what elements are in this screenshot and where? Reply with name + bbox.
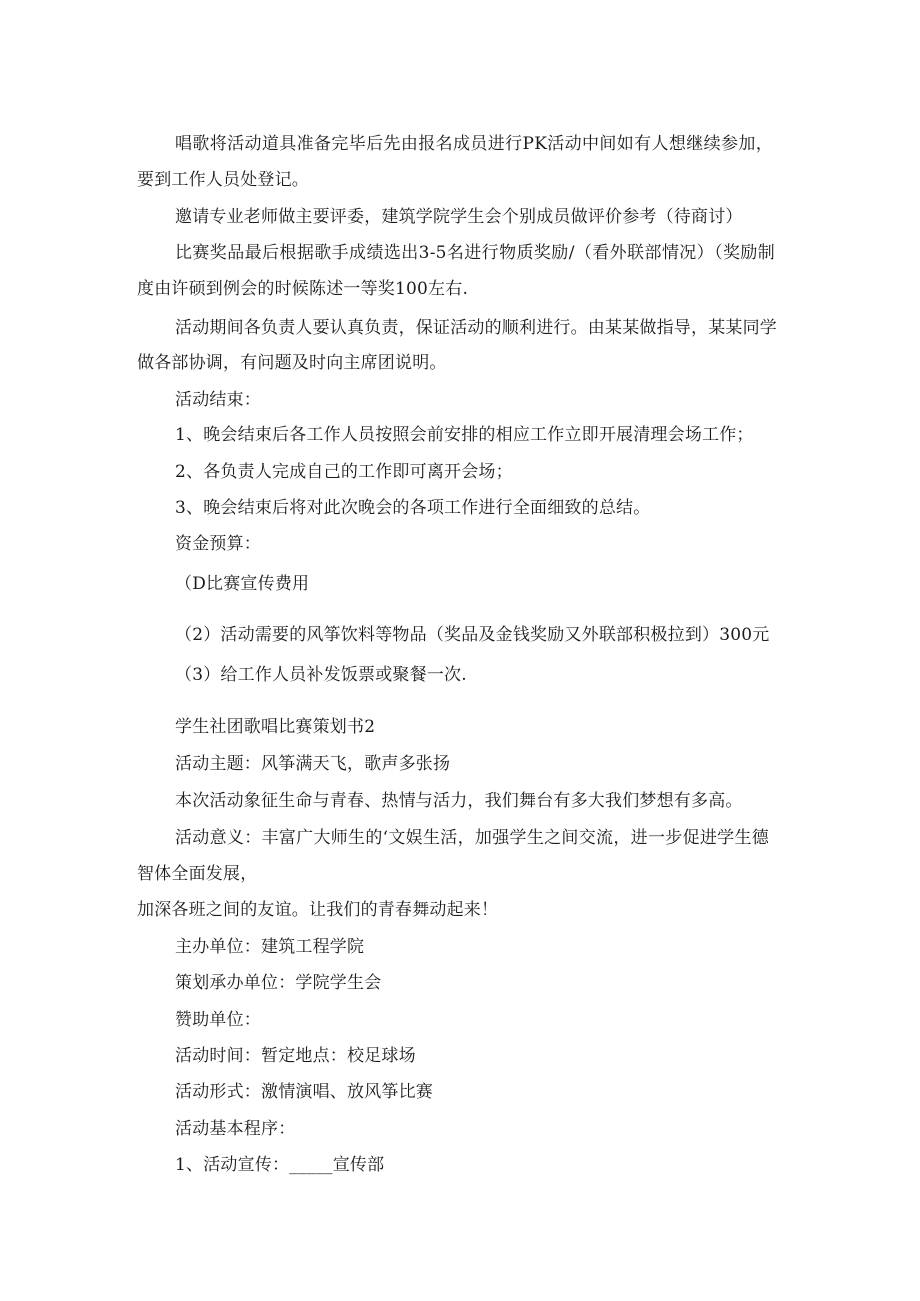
paragraph-line: （D比赛宣传费用 (175, 574, 310, 594)
paragraph-line: 活动意义：丰富广大师生的‘文娱生活，加强学生之间交流，进一步促进学生德 (175, 828, 769, 848)
paragraph-line: 要到工作人员处登记。 (137, 170, 309, 190)
paragraph-line: 1、晚会结束后各工作人员按照会前安排的相应工作立即开展清理会场工作； (175, 425, 754, 445)
paragraph-line: 邀请专业老师做主要评委，建筑学院学生会个别成员做评价参考（待商讨） (175, 207, 743, 227)
paragraph-line: 1、活动宣传：_____宣传部 (175, 1155, 385, 1175)
paragraph-line: 活动基本程序： (175, 1119, 296, 1139)
paragraph-line: 做各部协调，有问题及时向主席团说明。 (137, 353, 447, 373)
paragraph-line: 本次活动象征生命与青春、热情与活力，我们舞台有多大我们梦想有多高。 (175, 791, 743, 811)
paragraph-line: 活动形式：激情演唱、放风筝比赛 (175, 1082, 433, 1102)
paragraph-line: 唱歌将活动道具准备完毕后先由报名成员进行PK活动中间如有人想继续参加， (175, 134, 773, 154)
paragraph-line: 度由许硕到例会的时候陈述一等奖100左右. (137, 279, 469, 299)
paragraph-line: 活动结束： (175, 390, 261, 410)
paragraph-line: 活动时间：暂定地点：校足球场 (175, 1046, 416, 1066)
paragraph-line: 智体全面发展， (137, 864, 258, 884)
section-title: 学生社团歌唱比赛策划书2 (175, 717, 376, 737)
paragraph-line: 活动期间各负责人要认真负责，保证活动的顺利进行。由某某做指导，某某同学 (175, 318, 777, 338)
paragraph-line: 活动主题：风筝满天飞，歌声多张扬 (175, 754, 451, 774)
paragraph-line: 3、晚会结束后将对此次晚会的各项工作进行全面细致的总结。 (175, 498, 651, 518)
paragraph-line: 主办单位：建筑工程学院 (175, 937, 365, 957)
paragraph-line: 2、各负责人完成自己的工作即可离开会场； (175, 462, 513, 482)
paragraph-line: 比赛奖品最后根据歌手成绩选出3-5名进行物质奖励/（看外联部情况）（奖励制 (175, 243, 775, 263)
paragraph-line: 策划承办单位：学院学生会 (175, 973, 382, 993)
paragraph-line: （2）活动需要的风筝饮料等物品（奖品及金钱奖励又外联部积极拉到）300元 (175, 625, 770, 645)
paragraph-line: 加深各班之间的友谊。让我们的青春舞动起来！ (137, 900, 499, 920)
paragraph-line: （3）给工作人员补发饭票或聚餐一次. (175, 665, 467, 685)
paragraph-line: 资金预算： (175, 534, 261, 554)
paragraph-line: 赞助单位： (175, 1010, 261, 1030)
